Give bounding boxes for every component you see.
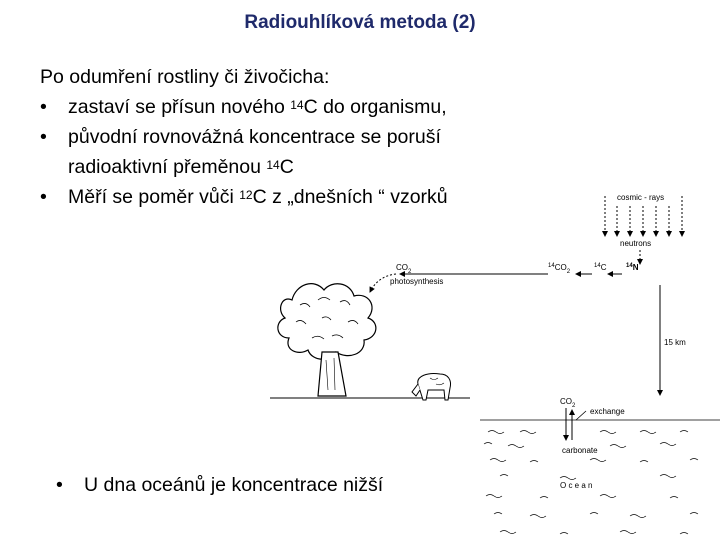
ocean-waves [480,420,720,534]
c14-label: $^{14}$C [594,263,607,272]
carbonate-label: carbonate [562,446,598,455]
bullet-3-end: C z „dnešních “ vzorků [252,186,448,208]
bullet-3-text: Měří se poměr vůči [68,186,240,208]
ocean-label: O c e a n [560,481,593,490]
bullet-symbol: • [56,474,63,496]
bullet-symbol: • [40,96,47,118]
bullet-2-sup: 14 [266,158,280,172]
bullet-2-text: původní rovnovážná koncentrace se poruší [68,126,441,148]
photosynthesis-label: photosynthesis [390,277,444,286]
bullet-2-end: C [279,156,294,178]
bottom-bullet-text: U dna oceánů je koncentrace nižší [84,474,384,496]
exchange-label: exchange [590,407,625,416]
cosmic-ray-arrows [605,196,682,236]
ocean-co2-label: $CO_2$ [560,397,576,409]
neutrons-label: neutrons [620,239,652,248]
bullet-1-end: C do organismu, [303,96,447,118]
cosmic-rays-label: cosmic - rays [617,193,665,202]
slide-title: Radiouhlíková metoda (2) [244,12,476,33]
bullet-2-line2: radioaktivní přeměnou [68,156,267,178]
c14-co2-label: $^{14}CO_2$ [548,263,571,275]
bullet-1-sup: 14 [290,98,304,112]
cow-illustration [412,373,451,400]
bullet-1-text: zastaví se přísun nového [68,96,291,118]
co2-label: $CO_2$ [396,263,412,275]
altitude-label: 15 km [664,338,686,347]
bullet-symbol: • [40,126,47,148]
bullet-symbol: • [40,186,47,208]
intro-line: Po odumření rostliny či živočicha: [40,66,330,88]
bottom-bullet-item [56,474,383,497]
n14-label: $^{14}$N [626,263,639,272]
bullet-3-sup: 12 [239,188,253,202]
